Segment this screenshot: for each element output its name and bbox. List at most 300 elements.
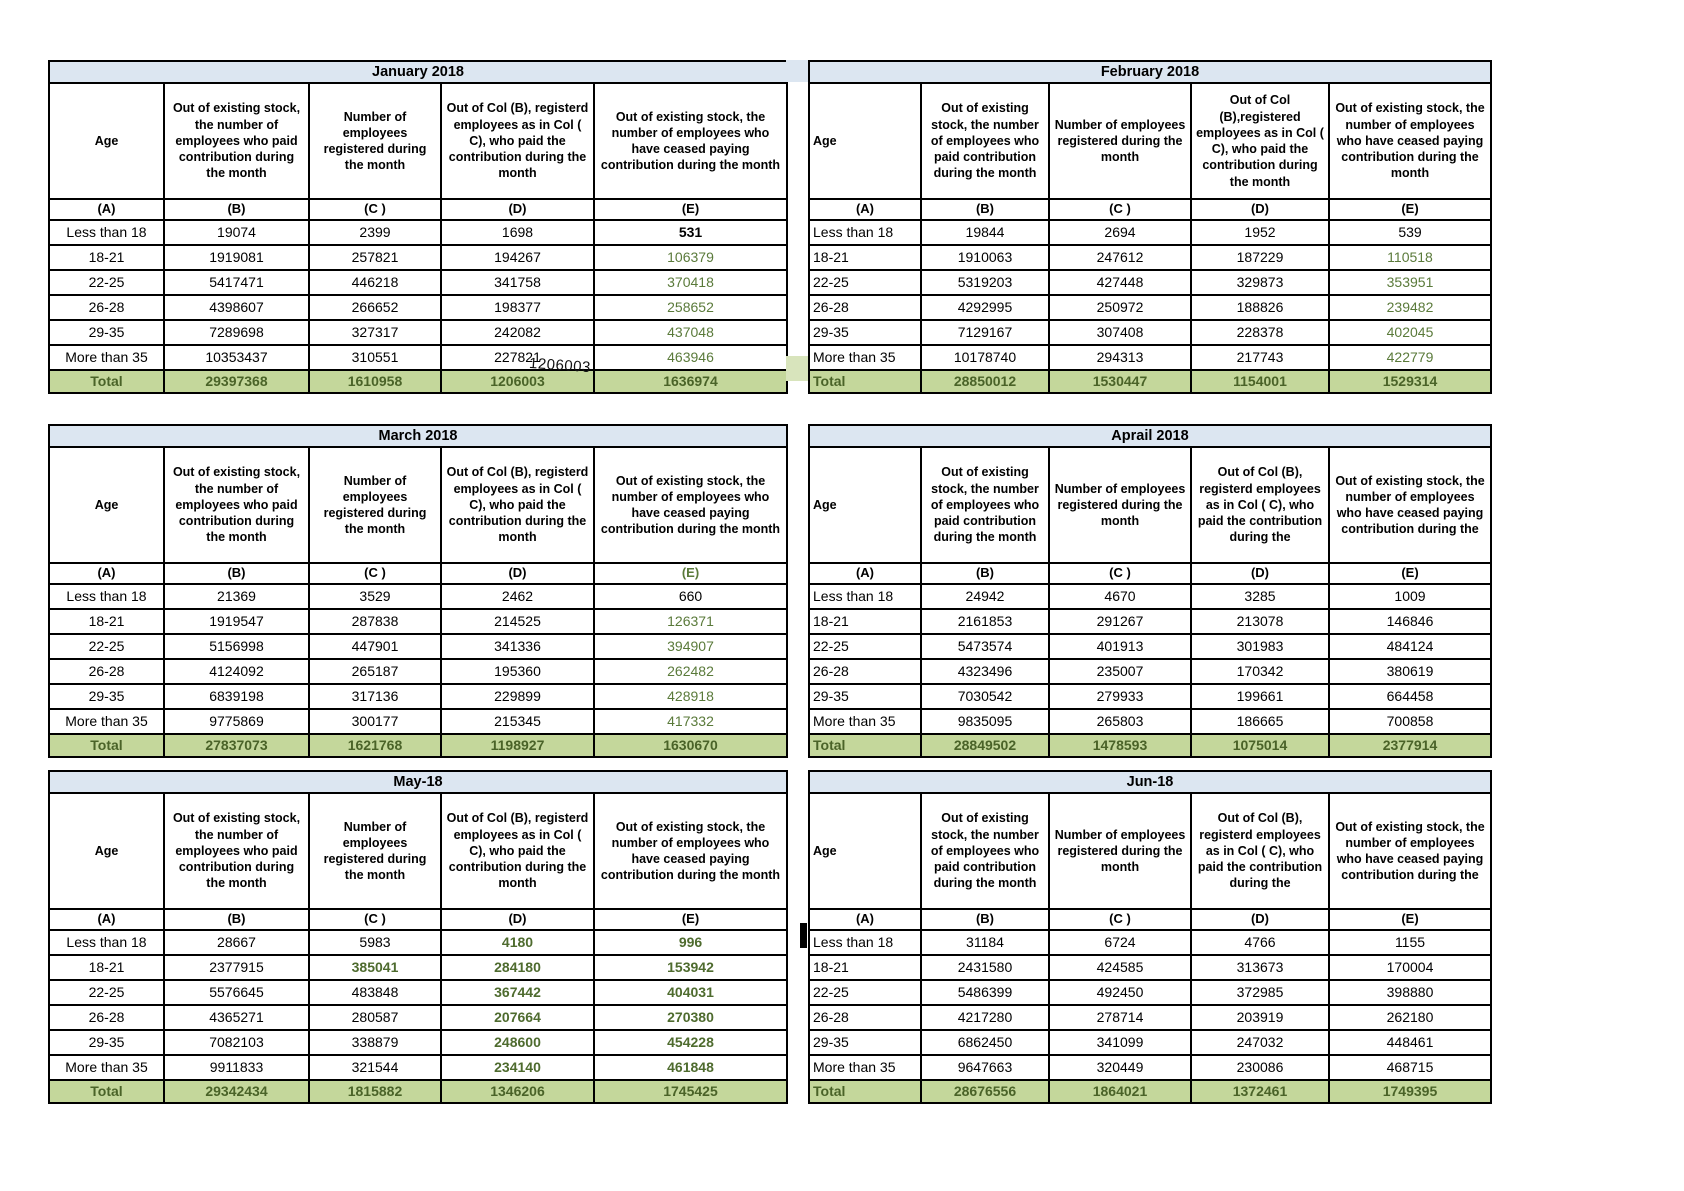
age-cell: 22-25	[49, 980, 164, 1005]
header-col-d: Out of Col (B), registerd employees as in Col ( C), who paid the contribution during the	[1191, 793, 1329, 909]
age-cell: 22-25	[49, 634, 164, 659]
month-table-march	[48, 424, 788, 758]
age-cell: 22-25	[809, 634, 921, 659]
value-cell-b: 24942	[921, 584, 1049, 609]
age-cell: 29-35	[49, 320, 164, 345]
value-cell-e: 394907	[594, 634, 787, 659]
value-cell-e: 428918	[594, 684, 787, 709]
value-cell-c: 265803	[1049, 709, 1191, 734]
total-value-d: 1198927	[441, 734, 594, 757]
header-col-d: Out of Col (B), registerd employees as in Col ( C), who paid the contribution during the	[1191, 447, 1329, 563]
column-letter: (D)	[441, 563, 594, 584]
age-cell: More than 35	[809, 1055, 921, 1080]
value-cell-c: 310551	[309, 345, 441, 370]
value-cell-d: 195360	[441, 659, 594, 684]
value-cell-e: 1009	[1329, 584, 1491, 609]
table-row	[809, 584, 1491, 609]
column-letter: (B)	[164, 909, 309, 930]
value-cell-d: 301983	[1191, 634, 1329, 659]
total-value-b: 28850012	[921, 370, 1049, 393]
column-letter: (C )	[309, 909, 441, 930]
age-cell: 18-21	[49, 245, 164, 270]
value-cell-d: 367442	[441, 980, 594, 1005]
table-title: February 2018	[809, 61, 1491, 83]
column-letter: (B)	[921, 199, 1049, 220]
value-cell-e: 437048	[594, 320, 787, 345]
total-value-c: 1815882	[309, 1080, 441, 1103]
value-cell-b: 19074	[164, 220, 309, 245]
age-cell: 18-21	[809, 955, 921, 980]
value-cell-e: 146846	[1329, 609, 1491, 634]
value-cell-b: 4323496	[921, 659, 1049, 684]
header-col-b: Out of existing stock, the number of employees who paid contribution during the month	[164, 793, 309, 909]
age-cell: 26-28	[809, 295, 921, 320]
column-letter: (B)	[921, 563, 1049, 584]
value-cell-c: 2694	[1049, 220, 1191, 245]
value-cell-e: 468715	[1329, 1055, 1491, 1080]
month-table-february	[808, 60, 1492, 394]
value-cell-e: 404031	[594, 980, 787, 1005]
value-cell-b: 5486399	[921, 980, 1049, 1005]
value-cell-c: 250972	[1049, 295, 1191, 320]
table-row	[809, 684, 1491, 709]
table-row	[49, 220, 787, 245]
column-letter: (A)	[809, 199, 921, 220]
value-cell-b: 4365271	[164, 1005, 309, 1030]
value-cell-d: 4766	[1191, 930, 1329, 955]
total-value-c: 1610958	[309, 370, 441, 393]
value-cell-e: 239482	[1329, 295, 1491, 320]
value-cell-c: 3529	[309, 584, 441, 609]
value-cell-d: 217743	[1191, 345, 1329, 370]
value-cell-c: 320449	[1049, 1055, 1191, 1080]
value-cell-d: 229899	[441, 684, 594, 709]
value-cell-b: 10353437	[164, 345, 309, 370]
value-cell-b: 21369	[164, 584, 309, 609]
value-cell-d: 3285	[1191, 584, 1329, 609]
value-cell-b: 28667	[164, 930, 309, 955]
header-col-e: Out of existing stock, the number of employees who have ceased paying contribution during the month	[594, 447, 787, 563]
column-letter: (A)	[809, 563, 921, 584]
value-cell-b: 7289698	[164, 320, 309, 345]
value-cell-c: 5983	[309, 930, 441, 955]
value-cell-e: 110518	[1329, 245, 1491, 270]
header-col-d: Out of Col (B),registered employees as in Col ( C), who paid the contribution during the month	[1191, 83, 1329, 199]
age-cell: More than 35	[809, 709, 921, 734]
value-cell-e: 353951	[1329, 270, 1491, 295]
value-cell-d: 203919	[1191, 1005, 1329, 1030]
data-table	[808, 770, 1492, 1104]
table-title: May-18	[49, 771, 787, 793]
age-cell: More than 35	[49, 345, 164, 370]
value-cell-e: 402045	[1329, 320, 1491, 345]
value-cell-e: 454228	[594, 1030, 787, 1055]
age-cell: Less than 18	[49, 930, 164, 955]
value-cell-d: 234140	[441, 1055, 594, 1080]
header-col-b: Out of existing stock, the number of employees who paid contribution during the month	[921, 793, 1049, 909]
table-row	[809, 295, 1491, 320]
value-cell-c: 447901	[309, 634, 441, 659]
value-cell-e: 417332	[594, 709, 787, 734]
table-title: Jun-18	[809, 771, 1491, 793]
value-cell-e: 448461	[1329, 1030, 1491, 1055]
table-row	[49, 955, 787, 980]
value-cell-c: 265187	[309, 659, 441, 684]
value-cell-b: 10178740	[921, 345, 1049, 370]
column-letter: (E)	[1329, 199, 1491, 220]
value-cell-b: 9911833	[164, 1055, 309, 1080]
value-cell-d: 1698	[441, 220, 594, 245]
age-cell: 18-21	[809, 245, 921, 270]
value-cell-c: 338879	[309, 1030, 441, 1055]
table-row	[49, 295, 787, 320]
header-col-b: Out of existing stock, the number of employees who paid contribution during the month	[164, 447, 309, 563]
table-row	[49, 584, 787, 609]
month-table-june	[808, 770, 1492, 1104]
age-cell: Less than 18	[49, 220, 164, 245]
value-cell-d: 214525	[441, 609, 594, 634]
total-value-c: 1530447	[1049, 370, 1191, 393]
value-cell-c: 2399	[309, 220, 441, 245]
table-row	[49, 1005, 787, 1030]
value-cell-d: 207664	[441, 1005, 594, 1030]
value-cell-e: 484124	[1329, 634, 1491, 659]
total-value-e: 1745425	[594, 1080, 787, 1103]
value-cell-c: 401913	[1049, 634, 1191, 659]
data-table	[808, 424, 1492, 758]
value-cell-c: 279933	[1049, 684, 1191, 709]
total-label: Total	[49, 734, 164, 757]
value-cell-b: 5156998	[164, 634, 309, 659]
value-cell-c: 321544	[309, 1055, 441, 1080]
gap-cell-black-bar	[800, 923, 807, 948]
header-col-d: Out of Col (B), registerd employees as in Col ( C), who paid the contribution during the month	[441, 83, 594, 199]
table-row	[809, 345, 1491, 370]
header-col-b: Out of existing stock, the number of employees who paid contribution during the month	[164, 83, 309, 199]
age-cell: More than 35	[809, 345, 921, 370]
value-cell-d: 230086	[1191, 1055, 1329, 1080]
table-row	[809, 1005, 1491, 1030]
value-cell-d: 341336	[441, 634, 594, 659]
total-label: Total	[809, 1080, 921, 1103]
value-cell-e: 1155	[1329, 930, 1491, 955]
column-letter: (E)	[594, 909, 787, 930]
column-letter: (E)	[594, 563, 787, 584]
value-cell-b: 5417471	[164, 270, 309, 295]
value-cell-b: 4292995	[921, 295, 1049, 320]
total-value-b: 28676556	[921, 1080, 1049, 1103]
value-cell-d: 341758	[441, 270, 594, 295]
header-col-c: Number of employees registered during the month	[309, 83, 441, 199]
table-row	[49, 1030, 787, 1055]
age-cell: 26-28	[49, 1005, 164, 1030]
value-cell-b: 1919547	[164, 609, 309, 634]
value-cell-c: 317136	[309, 684, 441, 709]
table-title: Aprail 2018	[809, 425, 1491, 447]
value-cell-c: 4670	[1049, 584, 1191, 609]
value-cell-c: 266652	[309, 295, 441, 320]
table-row	[49, 345, 787, 370]
value-cell-e: 380619	[1329, 659, 1491, 684]
value-cell-e: 422779	[1329, 345, 1491, 370]
header-col-b: Out of existing stock, the number of employees who paid contribution during the month	[921, 447, 1049, 563]
value-cell-d: 228378	[1191, 320, 1329, 345]
value-cell-c: 483848	[309, 980, 441, 1005]
table-row	[49, 320, 787, 345]
value-cell-d: 187229	[1191, 245, 1329, 270]
value-cell-c: 235007	[1049, 659, 1191, 684]
age-cell: 18-21	[49, 955, 164, 980]
value-cell-d: 170342	[1191, 659, 1329, 684]
header-col-d: Out of Col (B), registerd employees as in Col ( C), who paid the contribution during the month	[441, 793, 594, 909]
table-row	[49, 270, 787, 295]
gap-cell-green	[786, 356, 808, 381]
age-cell: 22-25	[809, 270, 921, 295]
value-cell-c: 291267	[1049, 609, 1191, 634]
table-title: January 2018	[49, 61, 787, 83]
value-cell-e: 258652	[594, 295, 787, 320]
value-cell-e: 664458	[1329, 684, 1491, 709]
value-cell-b: 6839198	[164, 684, 309, 709]
age-cell: 22-25	[49, 270, 164, 295]
column-letter: (D)	[1191, 563, 1329, 584]
column-letter: (C )	[1049, 199, 1191, 220]
header-age: Age	[809, 793, 921, 909]
header-age: Age	[49, 83, 164, 199]
header-age: Age	[809, 83, 921, 199]
table-row	[49, 634, 787, 659]
value-cell-b: 4217280	[921, 1005, 1049, 1030]
table-row	[809, 245, 1491, 270]
value-cell-b: 4398607	[164, 295, 309, 320]
column-letter: (C )	[309, 563, 441, 584]
total-value-c: 1864021	[1049, 1080, 1191, 1103]
value-cell-b: 5576645	[164, 980, 309, 1005]
header-col-c: Number of employees registered during the month	[1049, 793, 1191, 909]
total-value-e: 1630670	[594, 734, 787, 757]
age-cell: 26-28	[809, 1005, 921, 1030]
age-cell: More than 35	[49, 709, 164, 734]
age-cell: 26-28	[49, 659, 164, 684]
table-row	[49, 609, 787, 634]
value-cell-c: 280587	[309, 1005, 441, 1030]
header-age: Age	[49, 793, 164, 909]
value-cell-e: 700858	[1329, 709, 1491, 734]
total-row	[49, 734, 787, 757]
age-cell: 22-25	[809, 980, 921, 1005]
value-cell-e: 463946	[594, 345, 787, 370]
total-value-d: 1154001	[1191, 370, 1329, 393]
total-value-d: 1346206	[441, 1080, 594, 1103]
header-col-e: Out of existing stock, the number of employees who have ceased paying contribution during the month	[1329, 83, 1491, 199]
total-row	[49, 1080, 787, 1103]
age-cell: 29-35	[809, 320, 921, 345]
value-cell-e: 539	[1329, 220, 1491, 245]
month-table-january	[48, 60, 788, 394]
table-row	[49, 245, 787, 270]
total-value-e: 2377914	[1329, 734, 1491, 757]
value-cell-e: 660	[594, 584, 787, 609]
value-cell-d: 329873	[1191, 270, 1329, 295]
total-row	[809, 1080, 1491, 1103]
total-value-d: 1075014	[1191, 734, 1329, 757]
total-value-d: 1206003	[441, 370, 594, 393]
value-cell-b: 2161853	[921, 609, 1049, 634]
total-value-d: 1372461	[1191, 1080, 1329, 1103]
value-cell-c: 446218	[309, 270, 441, 295]
value-cell-d: 227821	[441, 345, 594, 370]
total-value-e: 1636974	[594, 370, 787, 393]
column-letter: (E)	[1329, 909, 1491, 930]
value-cell-e: 153942	[594, 955, 787, 980]
value-cell-d: 215345	[441, 709, 594, 734]
value-cell-e: 270380	[594, 1005, 787, 1030]
total-label: Total	[49, 370, 164, 393]
value-cell-c: 341099	[1049, 1030, 1191, 1055]
header-col-c: Number of employees registered during the month	[309, 447, 441, 563]
value-cell-b: 5319203	[921, 270, 1049, 295]
total-value-b: 29397368	[164, 370, 309, 393]
table-row	[49, 709, 787, 734]
total-value-e: 1749395	[1329, 1080, 1491, 1103]
column-letter: (D)	[441, 909, 594, 930]
table-row	[49, 930, 787, 955]
header-col-e: Out of existing stock, the number of employees who have ceased paying contribution during the	[1329, 793, 1491, 909]
total-label: Total	[809, 370, 921, 393]
table-row	[809, 1055, 1491, 1080]
total-value-c: 1621768	[309, 734, 441, 757]
table-row	[809, 609, 1491, 634]
total-row	[809, 370, 1491, 393]
value-cell-d: 188826	[1191, 295, 1329, 320]
table-row	[49, 684, 787, 709]
total-label: Total	[809, 734, 921, 757]
age-cell: 18-21	[49, 609, 164, 634]
value-cell-d: 194267	[441, 245, 594, 270]
value-cell-c: 327317	[309, 320, 441, 345]
stray-text-artifact: 1206003	[528, 354, 592, 377]
header-col-b: Out of existing stock, the number of employees who paid contribution during the month	[921, 83, 1049, 199]
value-cell-d: 284180	[441, 955, 594, 980]
column-letter: (A)	[49, 199, 164, 220]
header-col-c: Number of employees registered during the month	[1049, 447, 1191, 563]
header-age: Age	[49, 447, 164, 563]
value-cell-c: 427448	[1049, 270, 1191, 295]
value-cell-b: 1910063	[921, 245, 1049, 270]
value-cell-e: 398880	[1329, 980, 1491, 1005]
table-row	[809, 1030, 1491, 1055]
value-cell-c: 385041	[309, 955, 441, 980]
column-letter: (E)	[1329, 563, 1491, 584]
value-cell-e: 996	[594, 930, 787, 955]
age-cell: More than 35	[49, 1055, 164, 1080]
age-cell: Less than 18	[49, 584, 164, 609]
column-letter: (C )	[1049, 563, 1191, 584]
header-col-c: Number of employees registered during the month	[1049, 83, 1191, 199]
column-letter: (E)	[594, 199, 787, 220]
value-cell-b: 4124092	[164, 659, 309, 684]
value-cell-b: 19844	[921, 220, 1049, 245]
table-row	[809, 955, 1491, 980]
value-cell-b: 5473574	[921, 634, 1049, 659]
value-cell-b: 1919081	[164, 245, 309, 270]
value-cell-b: 9835095	[921, 709, 1049, 734]
value-cell-d: 1952	[1191, 220, 1329, 245]
value-cell-e: 106379	[594, 245, 787, 270]
column-letter: (B)	[921, 909, 1049, 930]
total-value-b: 27837073	[164, 734, 309, 757]
value-cell-e: 262180	[1329, 1005, 1491, 1030]
age-cell: Less than 18	[809, 220, 921, 245]
value-cell-d: 4180	[441, 930, 594, 955]
header-col-e: Out of existing stock, the number of employees who have ceased paying contribution during the	[1329, 447, 1491, 563]
value-cell-b: 31184	[921, 930, 1049, 955]
value-cell-b: 7082103	[164, 1030, 309, 1055]
age-cell: Less than 18	[809, 930, 921, 955]
value-cell-d: 213078	[1191, 609, 1329, 634]
value-cell-d: 242082	[441, 320, 594, 345]
header-col-c: Number of employees registered during the month	[309, 793, 441, 909]
value-cell-e: 461848	[594, 1055, 787, 1080]
age-cell: 29-35	[49, 1030, 164, 1055]
value-cell-c: 257821	[309, 245, 441, 270]
table-row	[49, 659, 787, 684]
value-cell-d: 198377	[441, 295, 594, 320]
data-table	[48, 424, 788, 758]
value-cell-b: 2377915	[164, 955, 309, 980]
value-cell-c: 287838	[309, 609, 441, 634]
table-row	[809, 220, 1491, 245]
column-letter: (D)	[1191, 909, 1329, 930]
value-cell-c: 294313	[1049, 345, 1191, 370]
age-cell: Less than 18	[809, 584, 921, 609]
table-row	[49, 980, 787, 1005]
value-cell-c: 492450	[1049, 980, 1191, 1005]
table-row	[49, 1055, 787, 1080]
value-cell-d: 2462	[441, 584, 594, 609]
value-cell-c: 247612	[1049, 245, 1191, 270]
data-table	[808, 60, 1492, 394]
total-value-b: 28849502	[921, 734, 1049, 757]
value-cell-c: 300177	[309, 709, 441, 734]
value-cell-d: 313673	[1191, 955, 1329, 980]
value-cell-b: 6862450	[921, 1030, 1049, 1055]
age-cell: 26-28	[809, 659, 921, 684]
column-letter: (B)	[164, 563, 309, 584]
header-age: Age	[809, 447, 921, 563]
total-value-e: 1529314	[1329, 370, 1491, 393]
table-row	[809, 634, 1491, 659]
column-letter: (D)	[1191, 199, 1329, 220]
value-cell-d: 247032	[1191, 1030, 1329, 1055]
age-cell: 26-28	[49, 295, 164, 320]
table-row	[809, 270, 1491, 295]
header-col-e: Out of existing stock, the number of employees who have ceased paying contribution during the month	[594, 793, 787, 909]
value-cell-d: 372985	[1191, 980, 1329, 1005]
data-table	[48, 770, 788, 1104]
month-table-may	[48, 770, 788, 1104]
table-row	[809, 980, 1491, 1005]
value-cell-e: 370418	[594, 270, 787, 295]
value-cell-d: 199661	[1191, 684, 1329, 709]
total-value-b: 29342434	[164, 1080, 309, 1103]
column-letter: (A)	[49, 909, 164, 930]
table-row	[809, 930, 1491, 955]
value-cell-d: 248600	[441, 1030, 594, 1055]
header-col-d: Out of Col (B), registerd employees as in Col ( C), who paid the contribution during the month	[441, 447, 594, 563]
value-cell-b: 7030542	[921, 684, 1049, 709]
age-cell: 29-35	[49, 684, 164, 709]
